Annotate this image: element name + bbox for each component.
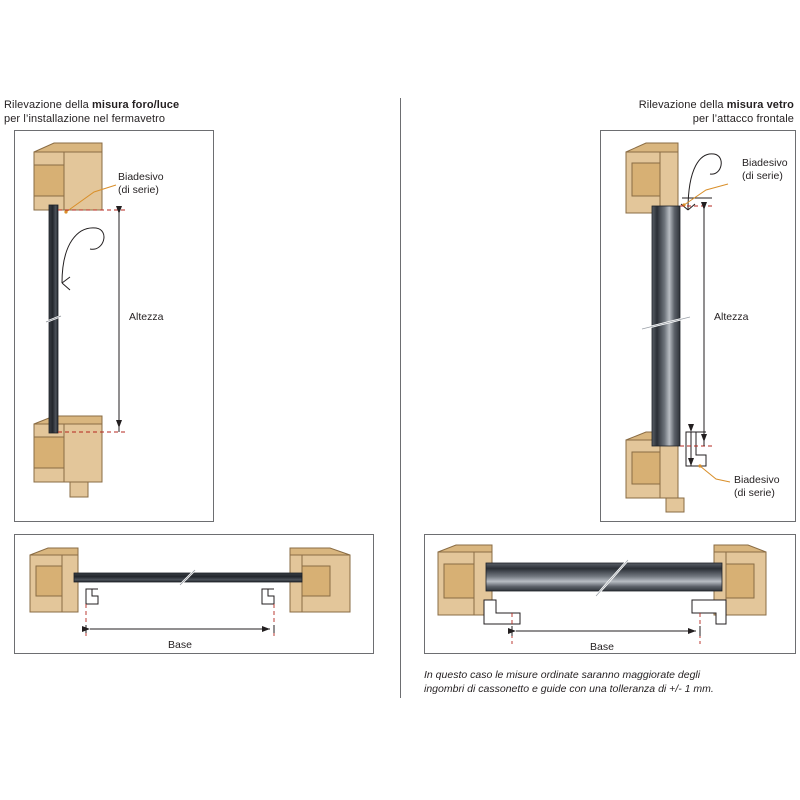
label-biadesivo-top-right bbox=[742, 157, 788, 183]
heading-right bbox=[639, 98, 794, 126]
heading-right-line2: per l’attacco frontale bbox=[692, 113, 794, 125]
panel-top-right bbox=[600, 130, 796, 522]
label-biadesivo-top-left bbox=[118, 171, 164, 197]
label-base-bottom-right: Base bbox=[590, 641, 614, 653]
panel-bottom-left bbox=[14, 534, 374, 654]
heading-left-line1-bold: misura foro/luce bbox=[92, 99, 180, 111]
label-biadesivo-bottom-right bbox=[734, 474, 780, 500]
label-base-bottom-left: Base bbox=[168, 639, 192, 651]
heading-left-line1 bbox=[4, 98, 179, 112]
heading-right-line1-bold: misura vetro bbox=[726, 99, 794, 111]
heading-left-line1-pre: Rilevazione della bbox=[4, 99, 93, 111]
label-altezza-top-left: Altezza bbox=[129, 311, 164, 323]
note-text bbox=[424, 668, 796, 696]
note-line1: In questo caso le misure ordinate saranno maggiorate degli bbox=[424, 669, 701, 681]
heading-left-line2: per l’installazione nel fermavetro bbox=[4, 113, 166, 125]
panel-top-left bbox=[14, 130, 214, 522]
label-altezza-top-right: Altezza bbox=[714, 311, 749, 323]
heading-right-line1-pre: Rilevazione della bbox=[638, 99, 727, 111]
heading-left bbox=[4, 98, 179, 126]
vertical-divider bbox=[400, 98, 401, 698]
label-biadesivo-bottom-right-line2: (di serie) bbox=[734, 487, 775, 499]
label-biadesivo-top-right-line1: Biadesivo bbox=[742, 157, 788, 169]
label-biadesivo-top-left-line2: (di serie) bbox=[118, 184, 159, 196]
label-biadesivo-bottom-right-line1: Biadesivo bbox=[734, 474, 780, 486]
label-biadesivo-top-left-line1: Biadesivo bbox=[118, 171, 164, 183]
label-biadesivo-top-right-line2: (di serie) bbox=[742, 170, 783, 182]
heading-right-line1 bbox=[639, 98, 794, 112]
panel-bottom-right bbox=[424, 534, 796, 654]
note-line2: ingombri di cassonetto e guide con una tolleranza di +/- 1 mm. bbox=[424, 683, 714, 695]
